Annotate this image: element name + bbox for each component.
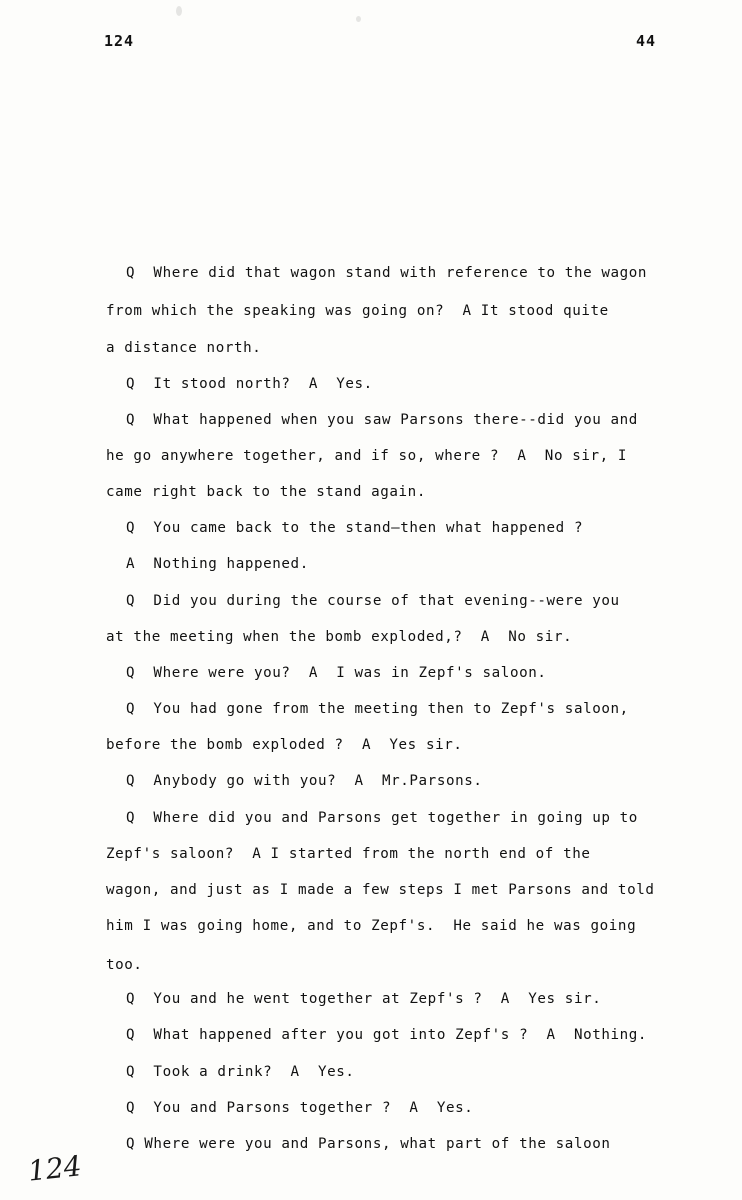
transcript-line: Zepf's saloon? A I started from the north end of the <box>106 846 591 862</box>
transcript-line: from which the speaking was going on? A It stood quite <box>106 303 609 319</box>
page-number-right: 44 <box>636 32 657 50</box>
transcript-line: Q What happened after you got into Zepf's ? A Nothing. <box>126 1027 648 1043</box>
transcript-line: at the meeting when the bomb exploded,? A No sir. <box>106 629 573 645</box>
paper-smudge <box>176 6 182 16</box>
transcript-line: wagon, and just as I made a few steps I met Parsons and told <box>106 882 655 898</box>
transcript-line: too. <box>106 957 143 973</box>
transcript-line: Q Did you during the course of that evening--were you <box>126 593 620 609</box>
transcript-line: Q You and Parsons together ? A Yes. <box>126 1100 474 1116</box>
transcript-line: Q What happened when you saw Parsons there--did you and <box>126 412 638 428</box>
transcript-line: him I was going home, and to Zepf's. He said he was going <box>106 918 637 934</box>
transcript-line: before the bomb exploded ? A Yes sir. <box>106 737 463 753</box>
transcript-line: he go anywhere together, and if so, where ? A No sir, I <box>106 448 628 464</box>
transcript-line: Q You and he went together at Zepf's ? A Yes sir. <box>126 991 602 1007</box>
handwritten-page-number: 124 <box>26 1149 84 1188</box>
transcript-line: Q Where did that wagon stand with reference to the wagon <box>126 265 648 281</box>
transcript-line: Q You had gone from the meeting then to Zepf's saloon, <box>126 701 629 717</box>
transcript-line: Q Where did you and Parsons get together in going up to <box>126 810 638 826</box>
transcript-line: Q Where were you and Parsons, what part of the saloon <box>126 1136 611 1152</box>
transcript-line: Q Took a drink? A Yes. <box>126 1064 355 1080</box>
paper-smudge <box>356 16 361 22</box>
transcript-line: A Nothing happened. <box>126 556 309 572</box>
transcript-line: Q You came back to the stand—then what happened ? <box>126 520 584 536</box>
transcript-line: came right back to the stand again. <box>106 484 426 500</box>
page-number-left: 124 <box>104 32 135 50</box>
transcript-line: Q Anybody go with you? A Mr.Parsons. <box>126 773 483 789</box>
transcript-line: a distance north. <box>106 340 262 356</box>
transcript-line: Q It stood north? A Yes. <box>126 376 373 392</box>
transcript-line: Q Where were you? A I was in Zepf's saloon. <box>126 665 547 681</box>
